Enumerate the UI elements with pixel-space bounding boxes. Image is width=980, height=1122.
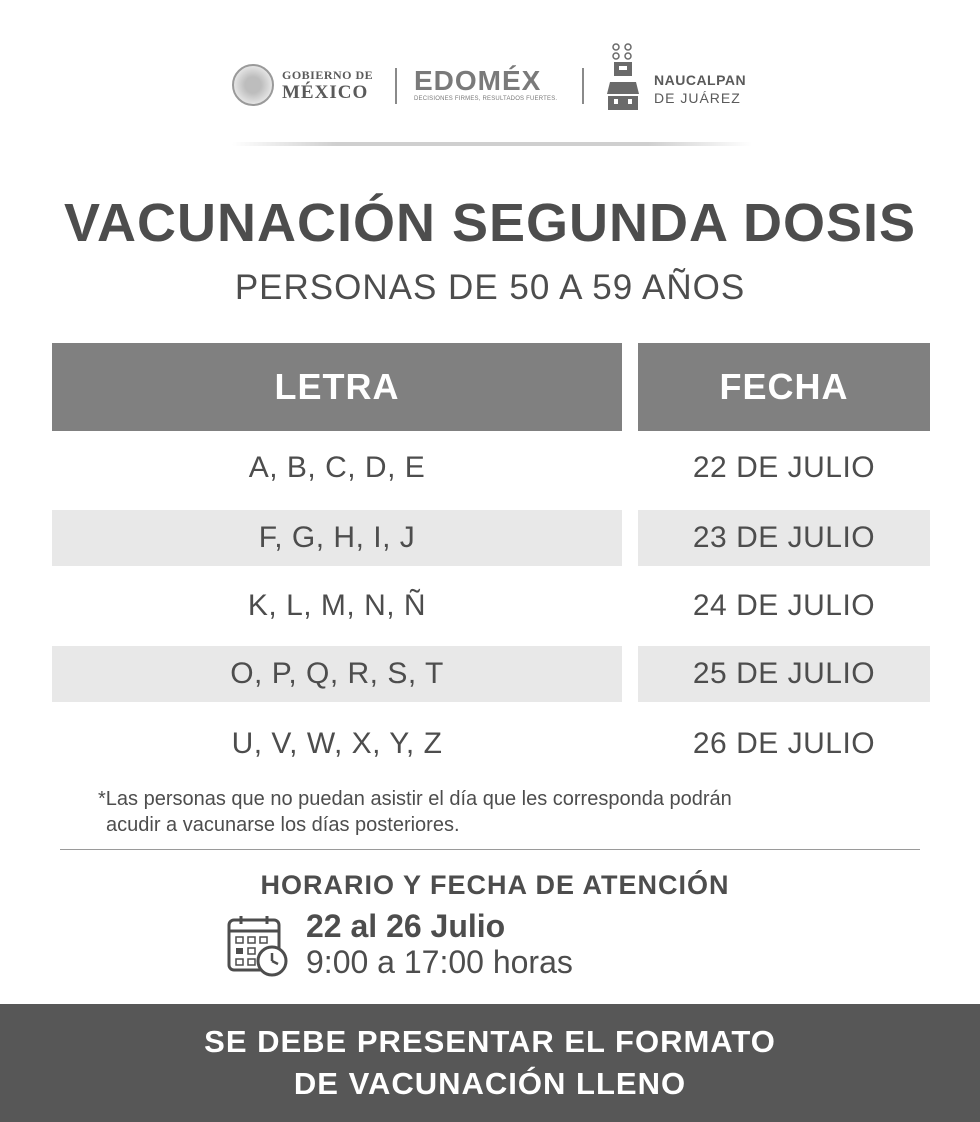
footnote-line1: *Las personas que no puedan asistir el día que les corresponda podrán bbox=[98, 788, 732, 810]
table-row bbox=[0, 716, 980, 772]
naucalpan-logo bbox=[606, 42, 756, 114]
schedule-dates: 22 al 26 Julio bbox=[306, 908, 506, 944]
footnote bbox=[98, 786, 918, 838]
calendar-clock-icon bbox=[226, 914, 290, 978]
date-cell: 24 DE JULIO bbox=[692, 589, 876, 622]
footer-line1: SE DEBE PRESENTAR EL FORMATO bbox=[204, 1024, 776, 1059]
page-title: VACUNACIÓN SEGUNDA DOSIS bbox=[63, 193, 917, 253]
footer-banner bbox=[0, 1004, 980, 1122]
footnote-line2: acudir a vacunarse los días posteriores. bbox=[106, 814, 460, 836]
edomex-name: EDOMÉX bbox=[414, 65, 542, 96]
column-header-fecha: FECHA bbox=[638, 343, 930, 431]
column-header-letra: LETRA bbox=[52, 343, 622, 431]
section-divider bbox=[60, 849, 920, 850]
table-row bbox=[0, 646, 980, 702]
header-divider bbox=[232, 142, 752, 146]
letters-cell: A, B, C, D, E bbox=[248, 451, 426, 484]
page-subtitle: PERSONAS DE 50 A 59 AÑOS bbox=[234, 268, 746, 307]
edomex-tagline: DECISIONES FIRMES, RESULTADOS FUERTES. bbox=[414, 96, 558, 102]
naucalpan-line2: DE JUÁREZ bbox=[654, 90, 741, 106]
schedule-hours: 9:00 a 17:00 horas bbox=[306, 944, 573, 980]
naucalpan-line1: NAUCALPAN bbox=[654, 72, 747, 88]
schedule-title: HORARIO Y FECHA DE ATENCIÓN bbox=[260, 870, 730, 900]
date-cell: 22 DE JULIO bbox=[692, 451, 876, 484]
letters-cell: F, G, H, I, J bbox=[52, 510, 622, 566]
letters-cell: O, P, Q, R, S, T bbox=[52, 646, 622, 702]
gobierno-line1: GOBIERNO DE bbox=[282, 68, 374, 82]
date-cell: 23 DE JULIO bbox=[638, 510, 930, 566]
logo-divider bbox=[395, 68, 397, 104]
logo-divider bbox=[582, 68, 584, 104]
government-seal-icon bbox=[232, 64, 274, 106]
logo-header bbox=[0, 40, 980, 120]
edomex-logo bbox=[414, 66, 564, 110]
date-cell: 26 DE JULIO bbox=[692, 727, 876, 760]
table-row bbox=[0, 578, 980, 634]
table-row bbox=[0, 510, 980, 566]
footer-line2: DE VACUNACIÓN LLENO bbox=[293, 1066, 687, 1101]
letters-cell: U, V, W, X, Y, Z bbox=[231, 727, 443, 760]
naucalpan-logo-icon bbox=[606, 42, 640, 112]
table-row bbox=[0, 440, 980, 496]
letters-cell: K, L, M, N, Ñ bbox=[247, 589, 427, 622]
date-cell: 25 DE JULIO bbox=[638, 646, 930, 702]
gobierno-line2: MÉXICO bbox=[282, 82, 369, 103]
gobierno-mexico-logo bbox=[232, 64, 392, 108]
